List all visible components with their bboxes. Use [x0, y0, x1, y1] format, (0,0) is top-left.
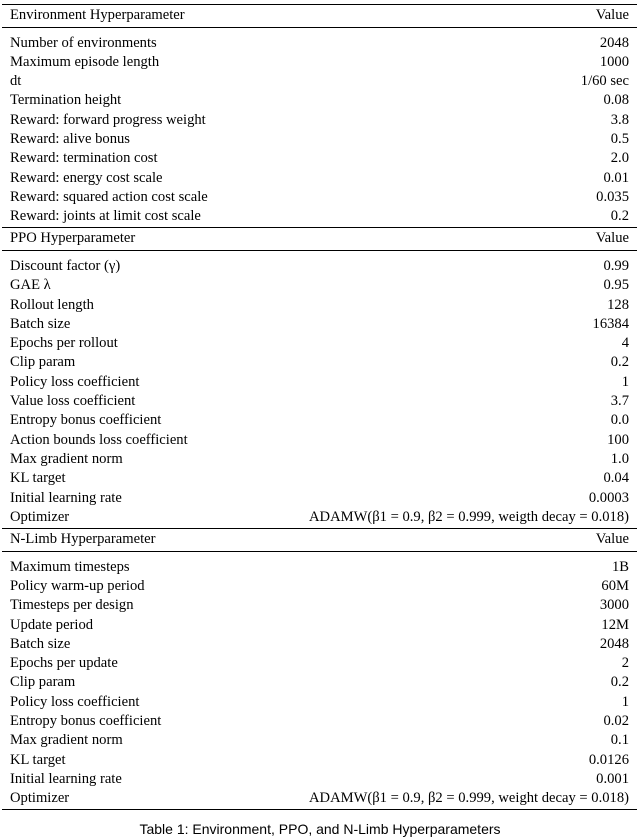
hyperparameter-table: [2, 4, 637, 810]
param-label: Reward: energy cost scale: [10, 169, 163, 186]
param-label: GAE λ: [10, 277, 51, 294]
table-row: [2, 789, 637, 810]
table-row: [2, 635, 637, 654]
param-label: Reward: alive bonus: [10, 130, 130, 147]
param-value: 1: [621, 373, 629, 390]
param-value: ADAMW(β1 = 0.9, β2 = 0.999, weight decay = 0.018): [249, 789, 637, 810]
param-label: Update period: [10, 616, 94, 633]
section-header-row: [2, 5, 637, 28]
param-label: Entropy bonus coefficient: [10, 713, 162, 729]
table-row: [2, 469, 637, 488]
param-label: Optimizer: [10, 508, 70, 525]
table-row: [2, 149, 637, 168]
param-label: Epochs per rollout: [10, 335, 118, 352]
table-caption: Table 1: Environment, PPO, and N-Limb Hyperparameters: [139, 821, 501, 837]
table-row: [2, 616, 637, 635]
param-value: 16384: [592, 315, 629, 332]
table-row: [2, 693, 637, 712]
section-header-label: PPO Hyperparameter: [2, 228, 249, 251]
table-row: [2, 392, 637, 411]
param-label: Rollout length: [10, 296, 94, 313]
param-label: Max gradient norm: [10, 732, 123, 749]
table-row: [2, 373, 637, 392]
table-row: [2, 508, 637, 529]
param-label: dt: [10, 73, 22, 90]
param-value: 0.0: [610, 412, 629, 429]
param-value: 0.0126: [588, 751, 629, 768]
table-row: [2, 731, 637, 750]
param-value: 60M: [601, 577, 629, 594]
param-value: 1.0: [610, 450, 629, 467]
table-row: [2, 353, 637, 372]
table-row: [2, 250, 637, 276]
param-value: 0.99: [603, 257, 629, 274]
param-label: Termination height: [10, 92, 122, 109]
param-label: Max gradient norm: [10, 450, 123, 467]
section-header-value: Value: [249, 228, 637, 251]
param-value: 3.8: [610, 111, 629, 128]
table-row: [2, 673, 637, 692]
param-value: 2: [621, 655, 629, 672]
param-value: 3000: [599, 597, 629, 614]
table-row: [2, 27, 637, 53]
param-label: Entropy bonus coefficient: [10, 412, 162, 429]
param-label: Policy loss coefficient: [10, 693, 140, 710]
param-label: Epochs per update: [10, 655, 118, 672]
table-row: [2, 130, 637, 149]
table-row: [2, 276, 637, 295]
param-label: Number of environments: [10, 34, 157, 51]
param-label: Discount factor (γ): [10, 257, 121, 274]
table-row: [2, 188, 637, 207]
table-row: [2, 169, 637, 188]
table-row: [2, 91, 637, 110]
param-value: 3.7: [610, 393, 629, 410]
table-row: [2, 411, 637, 430]
section-header-label: N-Limb Hyperparameter: [2, 529, 249, 552]
table-row: [2, 72, 637, 91]
param-label: Maximum episode length: [10, 53, 160, 70]
param-value: 1B: [611, 558, 629, 575]
table-row: [2, 315, 637, 334]
param-label: Optimizer: [2, 789, 249, 810]
param-label: Reward: squared action cost scale: [10, 188, 208, 205]
section-header-value: Value: [249, 5, 637, 28]
param-value: 0.2: [610, 674, 629, 691]
param-value: 2048: [599, 635, 629, 652]
param-label: Reward: joints at limit cost scale: [10, 208, 201, 225]
table-row: [2, 654, 637, 673]
param-label: Initial learning rate: [10, 770, 122, 787]
table-row: [2, 111, 637, 130]
table-row: [2, 770, 637, 789]
table-row: [2, 296, 637, 315]
param-label: Timesteps per design: [10, 597, 134, 614]
param-label: Action bounds loss coefficient: [10, 431, 188, 448]
param-value: 0.02: [603, 713, 629, 729]
param-label: Clip param: [10, 674, 76, 691]
param-label: Initial learning rate: [10, 489, 122, 506]
param-value: 0.08: [603, 92, 629, 109]
param-value: 2048: [599, 34, 629, 51]
param-value: 12M: [601, 616, 629, 633]
param-value: 0.2: [610, 354, 629, 371]
table-row: [2, 489, 637, 508]
param-label: Batch size: [10, 635, 71, 652]
section-header-value: Value: [249, 529, 637, 552]
table-row: [2, 207, 637, 228]
param-label: Maximum timesteps: [10, 558, 130, 575]
param-value: 100: [607, 431, 629, 448]
param-value: 0.035: [596, 188, 629, 205]
param-value: 0.1: [610, 732, 629, 749]
param-value: 4: [621, 335, 629, 352]
param-label: KL target: [10, 470, 66, 487]
table-row: [2, 577, 637, 596]
param-value: 0.04: [603, 470, 629, 487]
param-label: Value loss coefficient: [10, 393, 136, 410]
param-value: 0.0003: [588, 489, 629, 506]
section-header-row: [2, 228, 637, 251]
param-value: 1000: [599, 53, 629, 70]
param-value: 0.2: [610, 208, 629, 225]
param-value: 0.001: [596, 770, 629, 787]
param-label: Batch size: [10, 315, 71, 332]
param-label: Policy warm-up period: [10, 577, 145, 594]
table-row: [2, 751, 637, 770]
param-label: Policy loss coefficient: [10, 373, 140, 390]
table-row: [2, 450, 637, 469]
section-header-row: [2, 529, 637, 552]
param-label: Reward: forward progress weight: [10, 111, 206, 128]
param-label: Reward: termination cost: [10, 150, 158, 167]
param-value: ADAMW(β1 = 0.9, β2 = 0.999, weigth decay = 0.018): [308, 508, 629, 525]
table-row: [2, 551, 637, 577]
param-value: 1/60 sec: [580, 73, 629, 90]
section-header-label: Environment Hyperparameter: [2, 5, 249, 28]
hyperparameter-table-body: [2, 5, 637, 810]
param-label: KL target: [10, 751, 66, 768]
table-row: [2, 53, 637, 72]
param-value: 1: [621, 693, 629, 710]
param-value: 2.0: [610, 150, 629, 167]
table-row: [2, 334, 637, 353]
param-value: 0.95: [603, 277, 629, 294]
table-row: [2, 596, 637, 615]
table-row: [2, 431, 637, 450]
param-value: 128: [607, 296, 629, 313]
param-value: 0.01: [603, 169, 629, 186]
table-row: [2, 712, 637, 731]
param-label: Clip param: [10, 354, 76, 371]
param-value: 0.5: [610, 130, 629, 147]
